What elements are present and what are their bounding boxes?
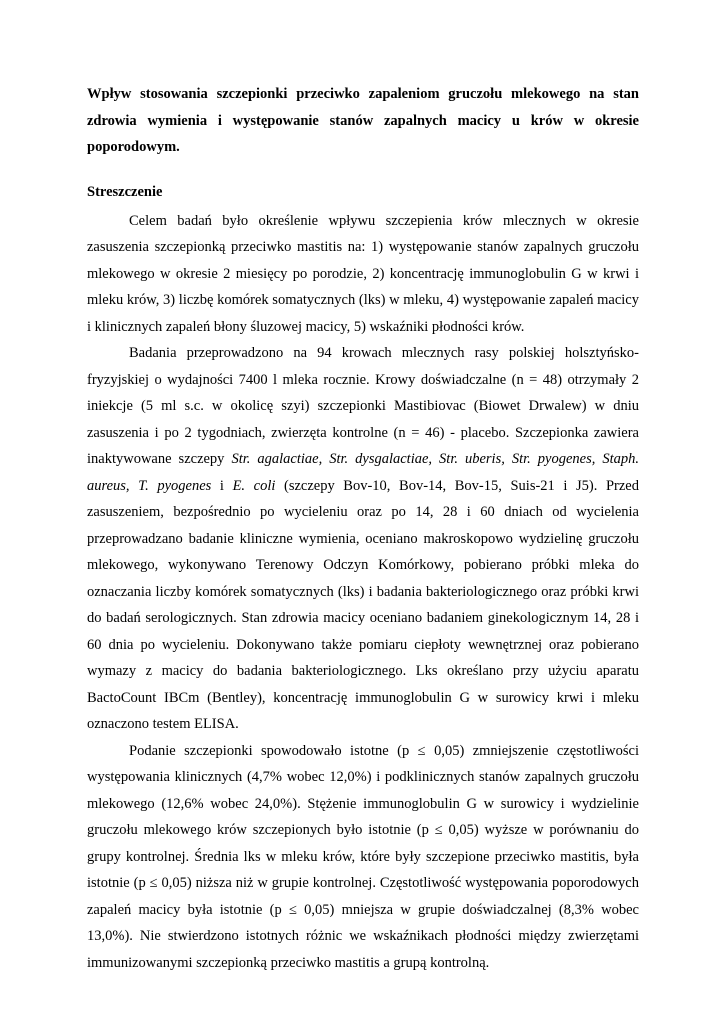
- ecoli-strain: E. coli: [232, 477, 276, 494]
- bacterial-strains: Str. agalactiae, Str. dysgalactiae, Str. uberis, Str. pyogenes, Staph. aureus, T. pyogenes: [87, 451, 639, 494]
- methods-text-b: (szczepy Bov-10, Bov-14, Bov-15, Suis-21 i J5). Przed zasuszeniem, bezpośrednio po wycieleniu oraz po 14, 28 i 60 dniach od wycielenia przeprowadzano badanie kliniczne wymienia, oceniano makroskopowo wydzielinę gruczołu mlekowego, wykonywano Terenowy Odczyn Komórkowy, pobierano próbki mleka do oznaczania liczby komórek somatycznych (lks) i badania bakteriologicznego oraz próbki krwi do badań serologicznych. Stan zdrowia macicy oceniano badaniem ginekologicznym 14, 28 i 60 dnia po wycieleniu. Dokonywano także pomiaru ciepłoty wewnętrznej oraz pobierano wymazy z macicy do badania bakteriologicznego. Lks określano przy użyciu aparatu BactoCount IBCm (Bentley), koncentrację immunoglobulin G w surowicy krwi i mleku oznaczono testem ELISA.: [87, 477, 639, 732]
- methods-connector: i: [211, 477, 233, 494]
- document-title: Wpływ stosowania szczepionki przeciwko zapaleniom gruczołu mlekowego na stan zdrowia wymienia i występowanie stanów zapalnych macicy u krów w okresie poporodowym.: [87, 86, 639, 155]
- document-page: [87, 81, 639, 976]
- abstract-paragraph-results: Podanie szczepionki spowodowało istotne (p ≤ 0,05) zmniejszenie częstotliwości występowania klinicznych (4,7% wobec 12,0%) i podklinicznych stanów zapalnych gruczołu mlekowego (12,6% wobec 24,0%). Stężenie immunoglobulin G w surowicy i wydzielinie gruczołu mlekowego krów szczepionych było istotnie (p ≤ 0,05) wyższe w porównaniu do grupy kontrolnej. Średnia lks w mleku krów, które były szczepione przeciwko mastitis, była istotnie (p ≤ 0,05) niższa niż w grupie kontrolnej. Częstotliwość występowania poporodowych zapaleń macicy była istotnie (p ≤ 0,05) mniejsza w grupie doświadczalnej (8,3% wobec 13,0%). Nie stwierdzono istotnych różnic we wskaźnikach płodności między zwierzętami immunizowanymi szczepionką przeciwko mastitis a grupą kontrolną.: [87, 742, 639, 971]
- abstract-paragraph-methods: [87, 340, 639, 738]
- abstract-paragraph-aims: Celem badań było określenie wpływu szczepienia krów mlecznych w okresie zasuszenia szczepionką przeciwko mastitis na: 1) występowanie stanów zapalnych gruczołu mlekowego w okresie 2 miesięcy po porodzie, 2) koncentrację immunoglobulin G w krwi i mleku krów, 3) liczbę komórek somatycznych (lks) w mleku, 4) występowanie zapaleń macicy i klinicznych zapaleń błony śluzowej macicy, 5) wskaźniki płodności krów.: [87, 212, 639, 335]
- methods-text-a: Badania przeprowadzono na 94 krowach mlecznych rasy polskiej holsztyńsko-fryzyjskiej o wydajności 7400 l mleka rocznie. Krowy doświadczalne (n = 48) otrzymały 2 iniekcje (5 ml s.c. w okolicę szyi) szczepionki Mastibiovac (Biowet Drwalew) w dniu zasuszenia i po 2 tygodniach, zwierzęta kontrolne (n = 46) - placebo. Szczepionka zawiera inaktywowane szczepy: [87, 345, 639, 467]
- section-heading: Streszczenie: [87, 183, 163, 200]
